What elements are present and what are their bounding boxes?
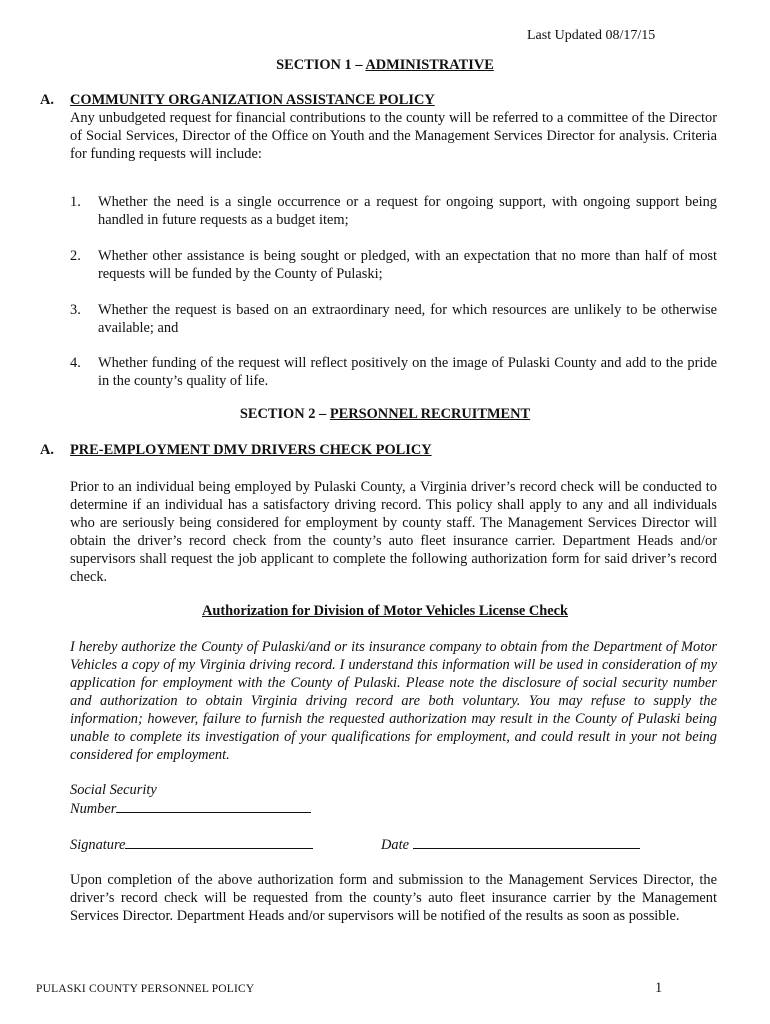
dmv-policy-paragraph: Prior to an individual being employed by Pulaski County, a Virginia driver’s record check will be conducted to determine if an individual has a satisfactory driving record. This policy shall apply to any and all individuals who are seriously being considered for employment by county staff. The Management Services Director will obtain the driver’s record check from the county’s auto fleet insurance carrier. Department Heads and/or supervisors shall request the job applicant to complete the following authorization form for said driver’s record check. — [70, 479, 717, 585]
section-2-prefix: SECTION 2 – — [239, 406, 330, 422]
section-1-a-letter: A. — [40, 92, 54, 108]
footer-policy-name: PULASKI COUNTY PERSONNEL POLICY — [36, 983, 255, 995]
date-label: Date — [381, 837, 409, 853]
closing-paragraph: Upon completion of the above authorization form and submission to the Management Services Director, the driver’s record check will be requested from the county’s auto fleet insurance carrier by the Management Services Director. Department Heads and/or supervisors will be notified of the results as soon as possible. — [70, 872, 717, 924]
criteria-number-2: 2. — [70, 248, 81, 264]
criteria-number-1: 1. — [70, 194, 81, 210]
criteria-number-4: 4. — [70, 355, 81, 371]
section-1-a-title: COMMUNITY ORGANIZATION ASSISTANCE POLICY — [70, 92, 435, 108]
authorization-form-title: Authorization for Division of Motor Vehicles License Check — [201, 603, 568, 619]
section-1-heading — [0, 57, 770, 74]
criteria-item-2: Whether other assistance is being sought or pledged, with an expectation that no more than half of most requests will be funded by the County of Pulaski; — [98, 248, 717, 282]
date-blank-line[interactable] — [413, 835, 640, 849]
signature-blank-line[interactable] — [125, 835, 313, 849]
section-2-a-letter: A. — [40, 442, 54, 458]
date-field[interactable] — [381, 835, 640, 854]
ssn-label: Number — [70, 801, 117, 817]
criteria-item-4: Whether funding of the request will reflect positively on the image of Pulaski County and add to the pride in the county’s quality of life. — [98, 355, 717, 389]
criteria-item-1: Whether the need is a single occurrence or a request for ongoing support, with ongoing support being handled in future requests as a budget item; — [98, 194, 717, 228]
section-1-prefix: SECTION 1 – — [276, 57, 366, 73]
section-1-title: ADMINISTRATIVE — [365, 57, 494, 73]
section-2-heading — [0, 406, 770, 423]
section-2-title: PERSONNEL RECRUITMENT — [329, 406, 531, 422]
authorization-statement: I hereby authorize the County of Pulaski/and or its insurance company to obtain from the Department of Motor Vehicles a copy of my Virginia driving record. I understand this information will be used in consideration of my application for employment with the County of Pulaski. Please note the disclosure of social security number and authorization to obtain Virginia driving record are both voluntary. You may refuse to supply the information; however, failure to furnish the requested authorization may result in the County of Pulaski being unable to complete its investigation of your qualifications for employment, and could result in your not being considered for employment. — [70, 639, 717, 763]
page-number: 1 — [655, 980, 663, 996]
ssn-blank-line[interactable] — [116, 799, 311, 813]
ssn-field[interactable] — [70, 799, 311, 818]
last-updated-date: Last Updated 08/17/15 — [527, 28, 656, 43]
signature-label: Signature — [70, 837, 126, 853]
section-1-intro-paragraph: Any unbudgeted request for financial contributions to the county will be referred to a committee of the Director of Social Services, Director of the Office on Youth and the Management Services Director for analysis. Criteria for funding requests will include: — [70, 110, 717, 162]
criteria-number-3: 3. — [70, 302, 81, 318]
ssn-label-line-1: Social Security — [70, 782, 157, 798]
criteria-item-3: Whether the request is based on an extraordinary need, for which resources are unlikely to be otherwise available; and — [98, 302, 717, 336]
signature-field[interactable] — [70, 835, 313, 854]
section-2-a-title: PRE-EMPLOYMENT DMV DRIVERS CHECK POLICY — [70, 442, 432, 458]
